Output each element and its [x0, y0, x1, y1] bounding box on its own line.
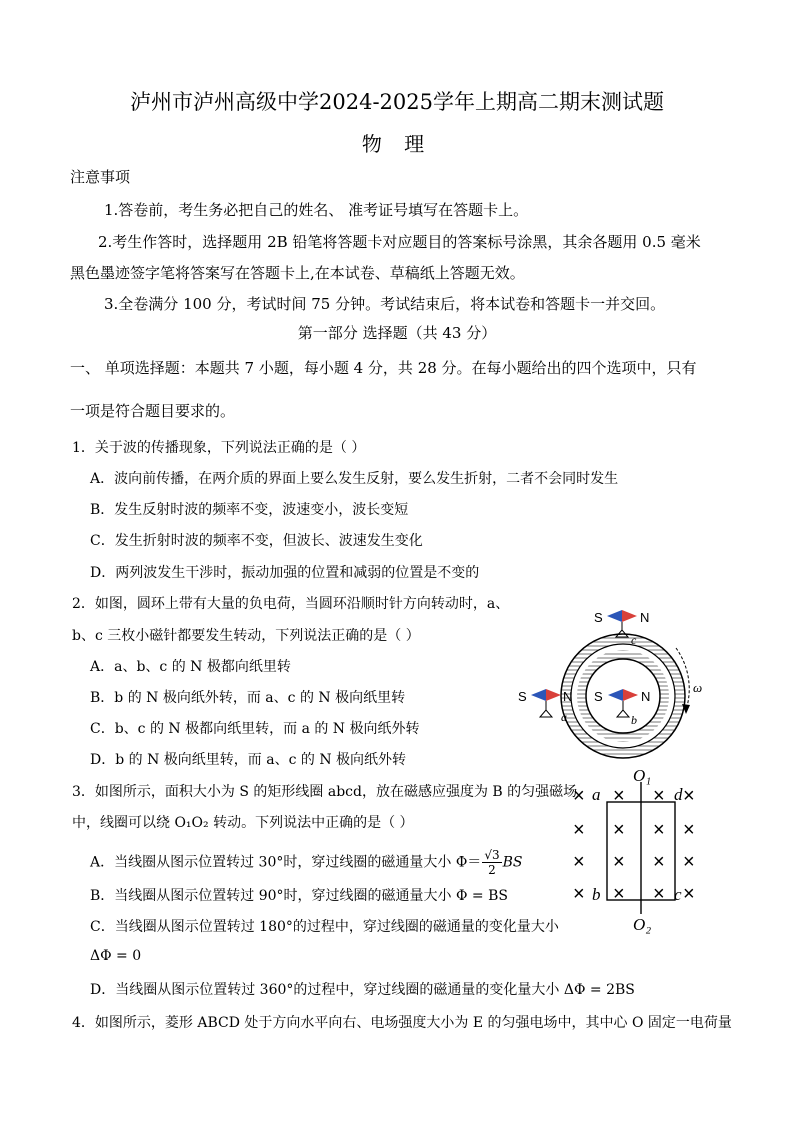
svg-text:a: a [592, 785, 601, 804]
q3-option-a-fraction: $\frac{√3}{2}$ [484, 848, 500, 877]
svg-text:S: S [518, 689, 527, 704]
q3-option-b: B．当线圈从图示位置转过 90°时，穿过线圈的磁通量大小 Φ = BS [90, 888, 508, 904]
svg-text:×: × [653, 785, 665, 807]
svg-text:O₁: O₁ [633, 766, 652, 785]
svg-text:c: c [674, 885, 682, 904]
q2-option-c: C．b、c 的 N 极都向纸里转，而 a 的 N 极向纸外转 [90, 721, 420, 737]
svg-text:c: c [631, 633, 637, 647]
notice-heading: 注意事项 [70, 168, 131, 186]
svg-text:N: N [641, 689, 651, 704]
svg-text:×: × [573, 819, 585, 841]
notice-item-2-cont: 黑色墨迹签字笔将答案写在答题卡上,在本试卷、草稿纸上答题无效。 [70, 264, 525, 282]
svg-text:b: b [592, 885, 601, 904]
q2-stem-line2: b、c 三枚小磁针都要发生转动，下列说法正确的是（ ） [72, 628, 420, 644]
svg-text:a: a [561, 710, 567, 724]
q3-option-c: C．当线圈从图示位置转过 180°的过程中，穿过线圈的磁通量的变化量大小 [90, 919, 559, 935]
part-intro-line2: 一项是符合题目要求的。 [70, 402, 236, 420]
q1-option-d: D．两列波发生干涉时，振动加强的位置和减弱的位置是不变的 [90, 565, 480, 581]
q2-option-d: D．b 的 N 极向纸里转，而 a、c 的 N 极向纸外转 [90, 752, 407, 768]
svg-text:×: × [613, 785, 625, 807]
q2-option-b: B．b 的 N 极向纸外转，而 a、c 的 N 极向纸里转 [90, 690, 406, 706]
svg-text:N: N [563, 689, 573, 704]
svg-text:×: × [653, 851, 665, 873]
notice-item-3: 3.全卷满分 100 分，考试时间 75 分钟。考试结束后，将本试卷和答题卡一并交回。 [104, 295, 666, 313]
svg-text:b: b [631, 713, 637, 727]
svg-text:×: × [613, 851, 625, 873]
svg-text:d: d [674, 785, 683, 804]
svg-text:×: × [573, 883, 585, 905]
svg-text:×: × [573, 785, 585, 807]
q2-option-a: A．a、b、c 的 N 极都向纸里转 [90, 659, 291, 675]
page-title: 泸州市泸州高级中学2024-2025学年上期高二期末测试题 [130, 90, 664, 114]
q4-stem-line1: 4．如图所示，菱形 ABCD 处于方向水平向右、电场强度大小为 E 的匀强电场中，其中心 O 固定一电荷量 [72, 1015, 732, 1031]
svg-text:×: × [653, 819, 665, 841]
q3-option-d: D．当线圈从图示位置转过 360°的过程中，穿过线圈的磁通量的变化量大小 ΔΦ = 2BS [90, 982, 635, 998]
q1-option-a: A．波向前传播，在两介质的界面上要么发生反射，要么发生折射，二者不会同时发生 [90, 471, 619, 487]
svg-text:O₂: O₂ [633, 915, 652, 934]
section-title: 第一部分 选择题（共 43 分） [297, 324, 497, 342]
svg-text:×: × [683, 851, 695, 873]
q3-option-a: A．当线圈从图示位置转过 30°时，穿过线圈的磁通量大小 Φ＝ $\frac{√3}{2}$ BS [90, 848, 523, 877]
svg-text:×: × [573, 851, 585, 873]
q1-option-b: B．发生反射时波的频率不变，波速变小，波长变短 [90, 502, 409, 518]
svg-text:×: × [653, 883, 665, 905]
q3-coil-figure [570, 764, 710, 934]
svg-text:S: S [594, 610, 603, 625]
svg-text:N: N [640, 610, 650, 625]
svg-text:×: × [683, 883, 695, 905]
notice-item-1: 1.答卷前，考生务必把自己的姓名、 准考证号填写在答题卡上。 [104, 201, 529, 219]
part-intro-line1: 一、 单项选择题：本题共 7 小题，每小题 4 分，共 28 分。在每小题给出的四个选项中，只有 [70, 359, 697, 377]
q3-option-c-cont: ΔΦ = 0 [90, 948, 142, 964]
subject-title: 物 理 [361, 132, 433, 156]
svg-text:×: × [613, 883, 625, 905]
svg-text:S: S [594, 689, 603, 704]
q2-stem-line1: 2．如图，圆环上带有大量的负电荷，当圆环沿顺时针方向转动时，a、 [72, 596, 510, 612]
svg-text:×: × [613, 819, 625, 841]
svg-text:×: × [683, 819, 695, 841]
svg-text:×: × [683, 785, 695, 807]
omega-label: ω [693, 680, 703, 695]
q1-stem: 1．关于波的传播现象，下列说法正确的是（ ） [72, 440, 366, 456]
q1-option-c: C．发生折射时波的频率不变，但波长、波速发生变化 [90, 533, 423, 549]
q3-stem-line1: 3．如图所示，面积大小为 S 的矩形线圈 abcd，放在磁感应强度为 B 的匀强磁场 [72, 784, 578, 800]
q2-ring-figure [510, 600, 720, 760]
notice-item-2: 2.考生作答时，选择题用 2B 铅笔将答题卡对应题目的答案标号涂黑，其余各题用 0.5 毫米 [98, 233, 701, 251]
q3-stem-line2: 中，线圈可以绕 O₁O₂ 转动。下列说法中正确的是（ ） [72, 815, 414, 831]
